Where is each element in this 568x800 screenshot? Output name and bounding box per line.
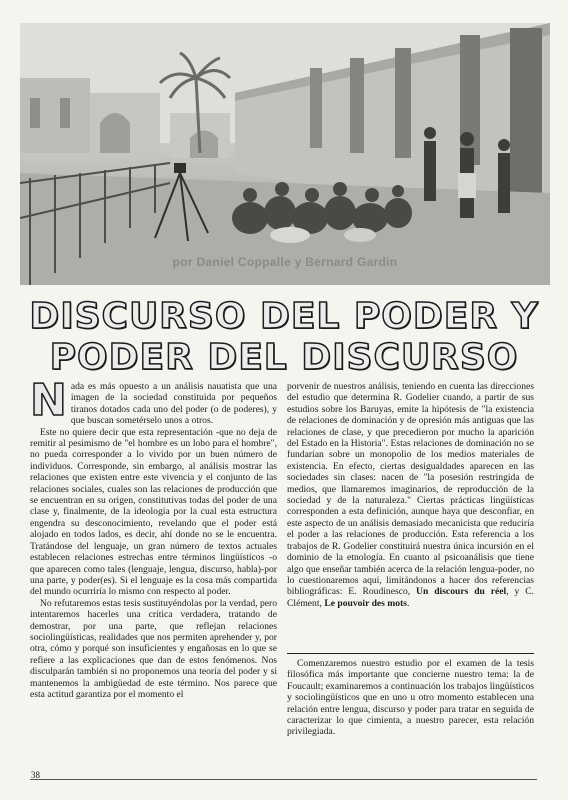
footer-rule [30, 779, 537, 780]
reference-end: . [407, 597, 410, 609]
article-photo [20, 23, 550, 285]
drop-cap: N [30, 375, 67, 426]
paragraph: No refutaremos estas tesis sustituyéndolas por la verdad, pero intentaremos hacerles una crítica verdadera, tratando de demostrar, por una parte, que reflejan relaciones sociolingüísticas, realidades que nos permiten aprehender y, por otra, cómo y porqué son insuficientes y engañosas en lo que se refiere a las explicaciones que dan de estos fenómenos. Nos disculparán también si no proponemos una teoría del poder y si mantenemos la ambigüedad de este término. Nos parece que esta actitud garantiza por el momento el [30, 597, 277, 700]
paragraph: Comenzaremos nuestro estudio por el examen de la tesis filosófica más importante que concierne nuestro tema: la de Foucault; examinaremos a continuación los trabajos lingüísticos y sociolingüísticos que en uno u otro momento establecen una relación entre lengua, discurso y poder para tratar en seguida de caracterizar lo que cimienta, a nuestro parecer, esta relación privilegiada. [287, 658, 534, 738]
title-line-2: PODER DEL DISCURSO [49, 337, 519, 378]
intro-text: ada es más opuesto a un análisis nauatista que una imagen de la sociedad constituida por pequeños tiranos dotados cada uno del poder (o de poderes), y que buscan sometérselo unos a otros. [70, 381, 277, 427]
left-column [30, 375, 277, 700]
right-column [287, 381, 534, 609]
right-column-section [287, 658, 534, 738]
article-title [0, 296, 568, 378]
paragraph [287, 381, 534, 609]
paragraph-text: porvenir de nuestros análisis, teniendo en cuenta las direcciones del estudio que determina R. Godelier cuando, a partir de sus estudios sobre los Baruyas, emite la hipótesis de "la existencia de relaciones de dominación y de opresión más antiguas que las relaciones de clase, y que precedieron por mucho la aparición del Estado en la Historia". Estas relaciones de dominación no se fundarían sobre un monopolio de los medios materiales de existencia. En efecto, ciertas desigualdades aparecen en las sociedades sin clases: nacen de "la posesión restringida de medios, que llamaremos imaginarios, de reproducción de la sociedad y de la naturaleza." Ciertas prácticas lingüísticas corresponden a esta definición, aunque haya que desconfiar, en este aspecto de un análisis demasiado mecanicista que reduciría el poder a las relaciones de producción. Esta referencia a los trabajos de R. Godelier constituirá nuestra única incursión en el dominio de la etnología. En cuanto al psicoanálisis que tiene algo que enseñar también acerca de la relación lengua-poder, no lo cuestionaremos aquí, limitándonos a hacer dos referencias bibliográficas: E. Roudinesco, [287, 381, 534, 598]
title-line-1: DISCURSO DEL PODER Y [29, 296, 539, 337]
paragraph: Este no quiere decir que esta representación -que no deja de remitir al pesimismo de "el hombre es un lobo para el hombre", no pueda corresponder a lo vivido por un buen número de individuos. Corresponde, sin embargo, al análisis mostrar las relaciones que existen entre este vivencia y el conjunto de las relaciones sociales, cuales son las relaciones de producción que se encuentran en su origen, constitutivas todas del poder de una clase y, finalmente, de la ideología por la cual esta estructura engendra su desconocimiento, revelando que el poder está alojado en todos lados, es decir, ahí donde no se le encuentra. Tratándose del lenguaje, un gran número de textos actuales establecen relaciones estrechas entre términos lingüísticos -o que aparecen como tales (lenguaje, lengua, discurso, habla)-por una parte, y poder(es). Si el lenguaje es la cosa más compartida del mundo ocurriría lo mismo con respecto al poder. [30, 426, 277, 598]
paragraph-intro [30, 375, 277, 427]
page-number: 38 [31, 770, 40, 780]
reference-title: Un discours du réel [416, 586, 507, 598]
reference-sep: , y C. Clément, [287, 586, 534, 609]
section-divider [287, 653, 534, 654]
reference-title: Le pouvoir des mots [324, 597, 408, 609]
photo-illustration [20, 23, 550, 285]
photo-credit: por Daniel Coppalle y Bernard Gardin [172, 255, 398, 269]
